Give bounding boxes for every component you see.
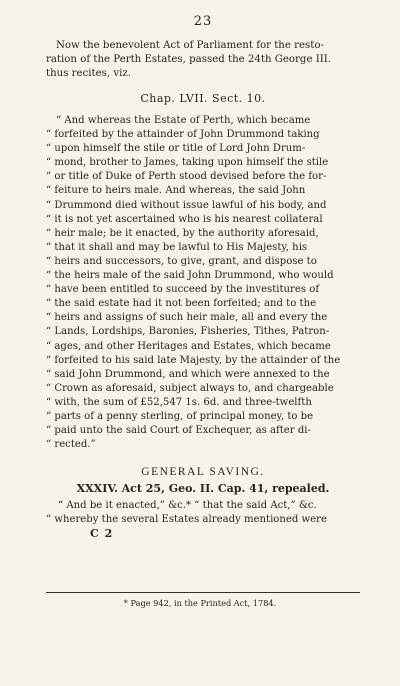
quote-line: “ with, the sum of £52,547 1s. 6d. and three-twelfth (46, 396, 312, 408)
quote-line: “ the said estate had it not been forfeited; and to the (46, 298, 317, 310)
quote-line: “ heirs and assigns of such heir male, all and every the (46, 312, 328, 324)
quote-line: “ forfeited by the attainder of John Drummond taking (46, 129, 320, 141)
footnote-rule (46, 592, 360, 593)
quoted-act-text (46, 114, 360, 452)
quote-line: “ forfeited to his said late Majesty, by the attainder of the (46, 354, 341, 366)
saving-paragraph (46, 499, 360, 526)
intro-line: ration of the Perth Estates, passed the 24th George III. (46, 54, 332, 65)
quote-line: “ feiture to heirs male. And whereas, the said John (46, 185, 306, 197)
quote-line: “ or title of Duke of Perth stood devised before the for- (46, 171, 327, 183)
saving-line: “ whereby the several Estates already mentioned were (46, 513, 327, 525)
quote-line: “ the heirs male of the said John Drummond, who would (46, 270, 334, 282)
intro-line: thus recites, viz. (46, 68, 131, 79)
quote-line: “ mond, brother to James, taking upon himself the stile (46, 157, 329, 169)
repeal-line: XXXIV. Act 25, Geo. II. Cap. 41, repealed. (76, 482, 330, 496)
quote-line: “ it is not yet ascertained who is his nearest collateral (46, 213, 323, 225)
quote-line: “ said John Drummond, and which were annexed to the (46, 368, 330, 380)
quote-line: “ paid unto the said Court of Exchequer, as after di- (46, 425, 311, 437)
quote-line: “ Lands, Lordships, Baronies, Fisheries, Tithes, Patron- (46, 326, 330, 338)
quote-line: “ And whereas the Estate of Perth, which became (56, 115, 311, 126)
saving-line: “ And be it enacted,” &c.* “ that the said Act,” &c. (58, 500, 317, 512)
quote-line: “ have been entitled to succeed by the investitures of (46, 284, 320, 296)
page-number: 23 (193, 14, 213, 29)
intro-paragraph (46, 39, 360, 81)
quote-line: “ heirs and successors, to give, grant, and dispose to (46, 255, 317, 267)
quote-line: “ upon himself the stile or title of Lord John Drum- (46, 143, 306, 155)
quote-line: “ parts of a penny sterling, of principal money, to be (46, 410, 314, 422)
chapter-heading: Chap. LVII. Sect. 10. (140, 92, 266, 105)
quote-line: “ Crown as aforesaid, subject always to, and chargeable (46, 382, 334, 394)
quote-line: “ ages, and other Heritages and Estates, which became (46, 340, 331, 352)
quote-line: “ that it shall and may be lawful to His Majesty, his (46, 241, 308, 253)
quote-line: “ rected.” (46, 439, 96, 451)
signature-mark: C 2 (90, 527, 114, 541)
intro-line: Now the benevolent Act of Parliament for the resto- (56, 40, 324, 51)
quote-line: “ Drummond died without issue lawful of his body, and (46, 199, 327, 211)
footnote: * Page 942, in the Printed Act, 1784. (123, 598, 277, 608)
section-heading: GENERAL SAVING. (141, 466, 265, 479)
quote-line: “ heir male; be it enacted, by the authority aforesaid, (46, 227, 319, 239)
